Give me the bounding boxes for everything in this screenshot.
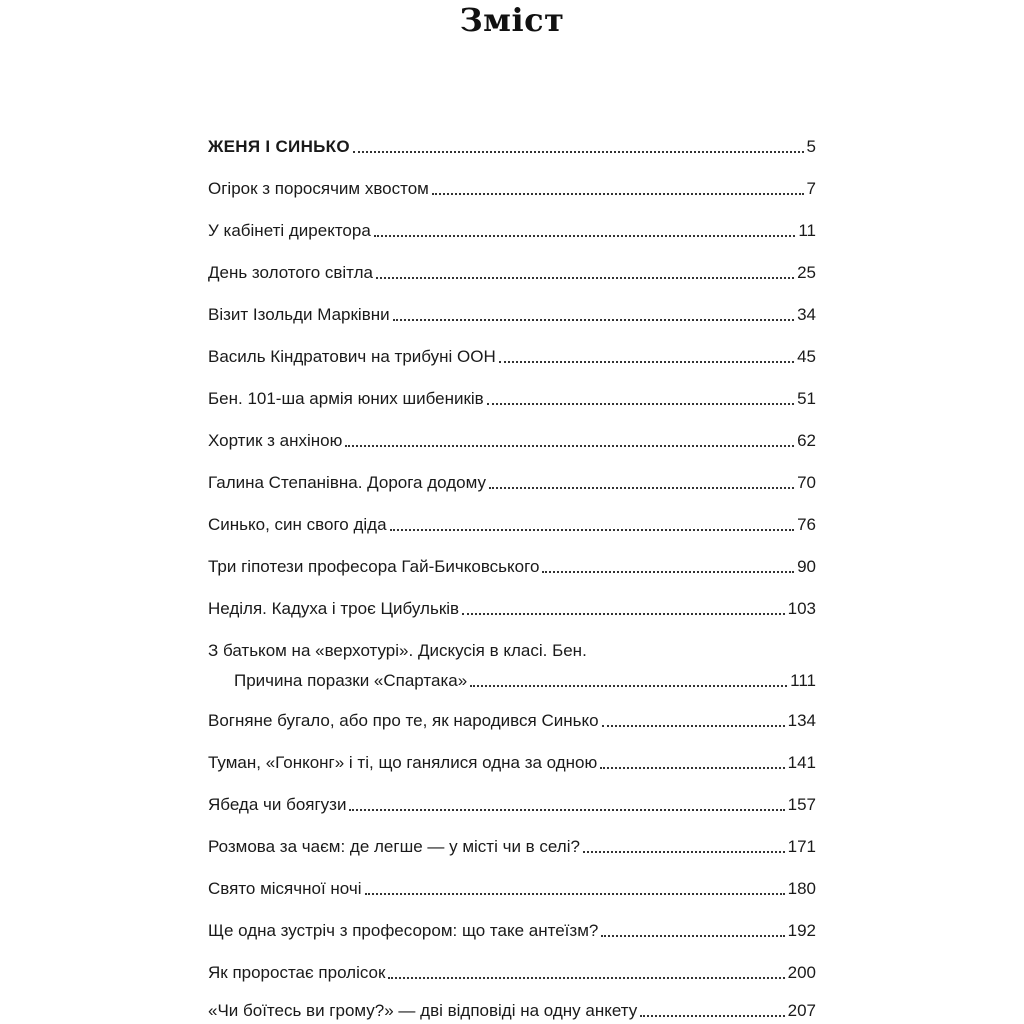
toc-entry-page: 157 [787,795,816,814]
toc-entry-page: 25 [797,263,816,282]
toc-entry-title: Синько, син свого діда [208,515,387,534]
toc-entry-page: 11 [798,221,816,240]
dot-leader [388,977,784,979]
toc-entry [208,262,816,284]
toc-entry [208,920,816,942]
toc-entry-title: Туман, «Гонконг» і ті, що ганялися одна за одною [208,753,598,772]
toc-entry-page: 62 [797,431,816,450]
dot-leader [542,571,794,573]
dot-leader [376,277,794,279]
toc-entry [208,388,816,410]
toc-entry [208,1000,816,1022]
toc-entry-title: Бен. 101-ша армія юних шибеників [208,389,484,408]
toc-entry [208,640,816,692]
dot-leader [470,685,787,687]
toc-entry-page: 90 [797,557,816,576]
toc-entry-title: Неділя. Кадуха і троє Цибульків [208,599,460,618]
dot-leader [640,1015,784,1017]
toc-entry-title: Візит Ізольди Марківни [208,305,390,324]
toc-entry [208,598,816,620]
dot-leader [349,809,784,811]
toc-entry-title-line1: З батьком на «верхотурі». Дискусія в класі. Бен. [208,641,587,660]
toc-entry-title: Причина поразки «Спартака» [234,671,468,690]
toc-entry-page: 70 [797,473,816,492]
toc-entry [208,794,816,816]
toc-entry-page: 141 [787,753,816,772]
toc-entry-page: 5 [806,137,816,156]
toc-entry [208,878,816,900]
page-title: Зміст [459,1,565,39]
toc-entry-page: 45 [797,347,816,366]
toc-entry-title: Ябеда чи боягузи [208,795,347,814]
toc-entry [208,178,816,200]
dot-leader [499,361,794,363]
toc-entry-title: День золотого світла [208,263,373,282]
toc-entry-page: 192 [787,921,816,940]
dot-leader [353,151,804,153]
dot-leader [432,193,804,195]
toc-entry [208,710,816,732]
toc-entry-page: 34 [797,305,816,324]
toc-entry [208,346,816,368]
toc-entry [208,430,816,452]
toc-entry-page: 7 [806,179,816,198]
toc-entry [208,472,816,494]
toc-entry-page: 134 [787,711,816,730]
toc-entry-title: Свято місячної ночі [208,879,362,898]
toc-entry [208,220,816,242]
toc-entry-page: 171 [787,837,816,856]
dot-leader [600,767,784,769]
toc-entry-page: 76 [797,515,816,534]
dot-leader [393,319,794,321]
toc-entry-page: 200 [787,963,816,982]
toc-entry-title: Розмова за чаєм: де легше — у місті чи в селі? [208,837,580,856]
dot-leader [365,893,785,895]
dot-leader [601,935,784,937]
toc-entry [208,304,816,326]
dot-leader [462,613,785,615]
toc-entry-page: 180 [787,879,816,898]
toc-entry-page: 111 [790,671,816,690]
toc-entry-title: «Чи боїтесь ви грому?» — дві відповіді на одну анкету [208,1001,638,1020]
dot-leader [487,403,794,405]
toc-entry-title: Василь Кіндратович на трибуні ООН [208,347,496,366]
toc-entry-title: Ще одна зустріч з професором: що таке антеїзм? [208,921,599,940]
dot-leader [390,529,795,531]
toc-entry-title: Хортик з анхіною [208,431,343,450]
toc-entry [208,962,816,984]
toc-entry [208,556,816,578]
dot-leader [345,445,794,447]
toc-entry [208,836,816,858]
dot-leader [374,235,796,237]
toc-entry-title: Як проростає пролісок [208,963,386,982]
toc-entry-page: 103 [787,599,816,618]
dot-leader [583,851,785,853]
toc-entry-title: У кабінеті директора [208,221,371,240]
toc-entry [208,514,816,536]
toc-entry-title: ЖЕНЯ І СИНЬКО [208,137,350,156]
toc-entry-title: Галина Степанівна. Дорога додому [208,473,486,492]
toc-entry-title: Три гіпотези професора Гай-Бичковського [208,557,540,576]
toc-entry [208,752,816,774]
dot-leader [489,487,794,489]
toc-entry [208,136,816,158]
dot-leader [602,725,785,727]
toc-entry-page: 51 [797,389,816,408]
toc-entry-title: Огірок з поросячим хвостом [208,179,429,198]
toc-entry-title: Вогняне бугало, або про те, як народився Синько [208,711,599,730]
toc-entry-page: 207 [787,1001,816,1020]
